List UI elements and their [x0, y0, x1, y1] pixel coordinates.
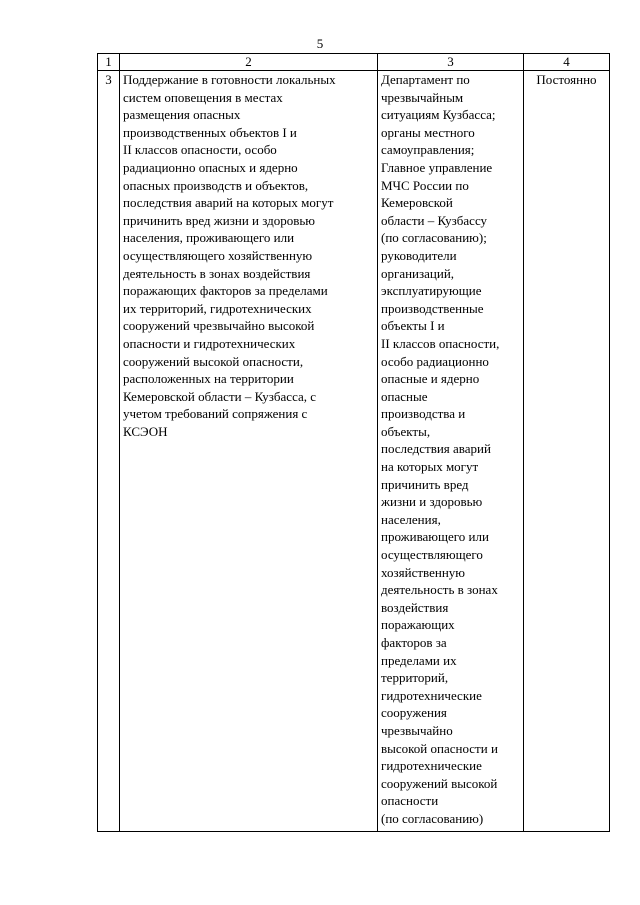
header-cell-executor: 3	[378, 54, 524, 71]
executor-cell: Департамент по чрезвычайным ситуациям Кузбасса; органы местного самоуправления; Главное управление МЧС России по Кемеровской области – Кузбассу (по согласованию); руководители организаций, эксплуатирующие производственные объекты I и II классов опасности, особо радиационно опасные и ядерно опасные производства и объекты, последствия аварий на которых могут причинить вред жизни и здоровью населения, проживающего или осуществляющего хозяйственную деятельность в зонах воздействия поражающих факторов за пределами их территорий, гидротехнические сооружения чрезвычайно высокой опасности и гидротехнические сооружений высокой опасности (по согласованию)	[378, 71, 524, 832]
measure-cell: Поддержание в готовности локальных систем оповещения в местах размещения опасных производственных объектов I и II классов опасности, особо радиационно опасных и ядерно опасных производств и объектов, последствия аварий на которых могут причинить вред жизни и здоровью населения, проживающего или осуществляющего хозяйственную деятельность в зонах воздействия поражающих факторов за пределами их территорий, гидротехнических сооружений чрезвычайно высокой опасности и гидротехнических сооружений высокой опасности, расположенных на территории Кемеровской области – Кузбасса, с учетом требований сопряжения с КСЭОН	[120, 71, 378, 832]
row-number-cell: 3	[98, 71, 120, 832]
header-cell-measure: 2	[120, 54, 378, 71]
header-cell-num: 1	[98, 54, 120, 71]
period-cell: Постоянно	[524, 71, 610, 832]
measures-table	[97, 53, 610, 832]
table-header-row	[98, 54, 610, 71]
header-cell-period: 4	[524, 54, 610, 71]
page-number: 5	[316, 36, 324, 51]
table-row	[98, 71, 610, 832]
